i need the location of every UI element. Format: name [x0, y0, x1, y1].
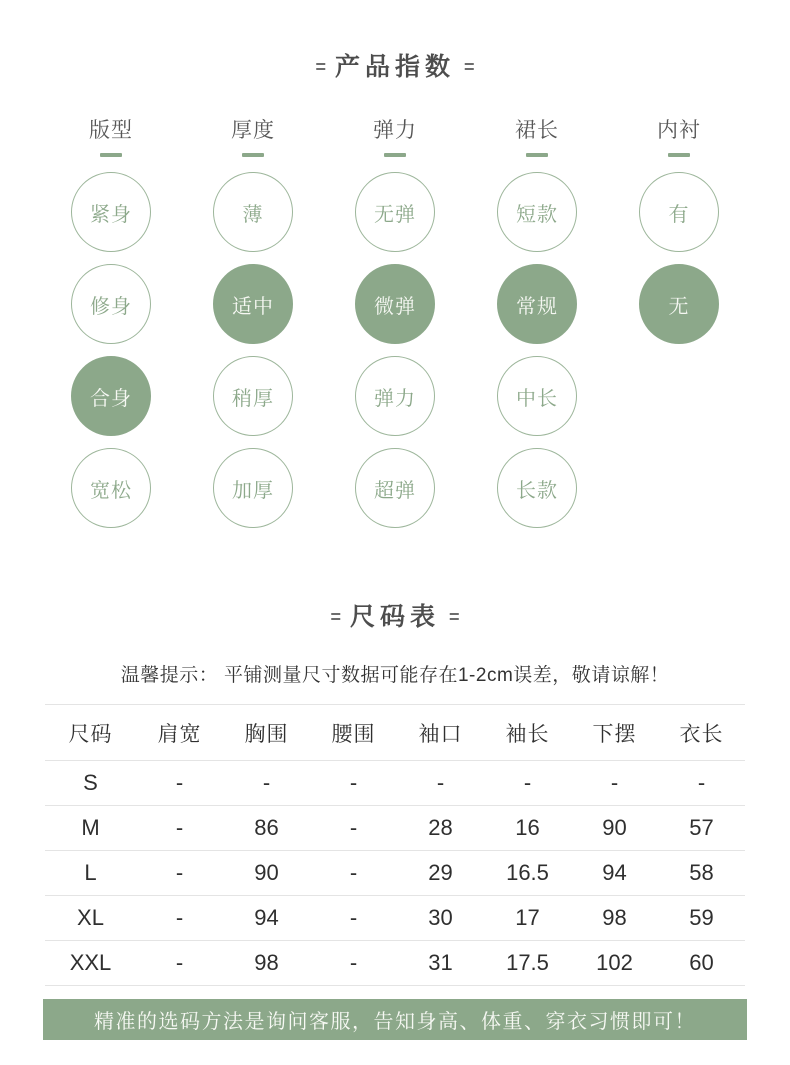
cell: 28 [397, 806, 484, 851]
cell: 29 [397, 851, 484, 896]
title-decor-left: = [315, 57, 326, 77]
index-column-lining [608, 118, 750, 540]
size-chart-title [0, 602, 790, 632]
title-decor-left: = [330, 607, 341, 628]
column-label: 厚度 [231, 119, 275, 142]
option-circle: 弹力 [355, 356, 435, 436]
option-circle: 薄 [213, 172, 293, 252]
title-decor-right: = [449, 607, 460, 628]
size-table [45, 704, 745, 986]
table-row-xxl [45, 941, 745, 986]
option-circle: 无 [639, 264, 719, 344]
cell: - [136, 761, 223, 806]
cell: - [136, 896, 223, 941]
cell: 31 [397, 941, 484, 986]
cell: 86 [223, 806, 310, 851]
label-underline [100, 153, 122, 157]
cell: 98 [223, 941, 310, 986]
index-column-skirt-length [466, 118, 608, 540]
product-index-title [0, 0, 790, 82]
option-circle: 微弹 [355, 264, 435, 344]
title-decor-right: = [464, 57, 475, 77]
option-circle: 短款 [497, 172, 577, 252]
product-index-grid [0, 118, 790, 540]
cell: XL [45, 896, 136, 941]
cell: - [571, 761, 658, 806]
measurement-tip: 温馨提示： 平铺测量尺寸数据可能存在1-2cm误差，敬请谅解！ [120, 665, 670, 687]
col-header-length: 衣长 [658, 705, 745, 761]
option-circle: 常规 [497, 264, 577, 344]
option-circle: 长款 [497, 448, 577, 528]
cell: 59 [658, 896, 745, 941]
index-column-fit [40, 118, 182, 540]
label-underline [668, 153, 690, 157]
col-header-waist: 腰围 [310, 705, 397, 761]
cell: - [658, 761, 745, 806]
cell: XXL [45, 941, 136, 986]
column-label: 内衬 [657, 119, 701, 142]
label-underline [384, 153, 406, 157]
cell: - [310, 851, 397, 896]
sizing-advice-banner: 精准的选码方法是询问客服，告知身高、体重、穿衣习惯即可！ [43, 999, 747, 1040]
cell: 60 [658, 941, 745, 986]
column-label: 裙长 [515, 119, 559, 142]
table-row-xl [45, 896, 745, 941]
cell: L [45, 851, 136, 896]
option-circle: 合身 [71, 356, 151, 436]
cell: 98 [571, 896, 658, 941]
cell: M [45, 806, 136, 851]
cell: 94 [223, 896, 310, 941]
cell: 16 [484, 806, 571, 851]
cell: 94 [571, 851, 658, 896]
cell: 16.5 [484, 851, 571, 896]
option-circle: 加厚 [213, 448, 293, 528]
option-circle: 紧身 [71, 172, 151, 252]
size-chart-title-text: 尺码表 [349, 603, 440, 632]
col-header-size: 尺码 [45, 705, 136, 761]
cell: - [136, 851, 223, 896]
column-label: 弹力 [373, 119, 417, 142]
cell: 90 [571, 806, 658, 851]
index-column-elasticity [324, 118, 466, 540]
col-header-shoulder: 肩宽 [136, 705, 223, 761]
cell: - [136, 806, 223, 851]
table-row-l [45, 851, 745, 896]
cell: 17 [484, 896, 571, 941]
cell: S [45, 761, 136, 806]
cell: - [136, 941, 223, 986]
cell: - [310, 941, 397, 986]
option-circle: 稍厚 [213, 356, 293, 436]
table-row-s [45, 761, 745, 806]
cell: - [397, 761, 484, 806]
cell: 90 [223, 851, 310, 896]
cell: - [223, 761, 310, 806]
label-underline [242, 153, 264, 157]
col-header-bust: 胸围 [223, 705, 310, 761]
cell: - [484, 761, 571, 806]
cell: 102 [571, 941, 658, 986]
option-circle: 宽松 [71, 448, 151, 528]
option-circle: 无弹 [355, 172, 435, 252]
cell: 58 [658, 851, 745, 896]
col-header-sleeve: 袖长 [484, 705, 571, 761]
cell: - [310, 806, 397, 851]
cell: 17.5 [484, 941, 571, 986]
option-circle: 适中 [213, 264, 293, 344]
table-row-m [45, 806, 745, 851]
product-index-title-text: 产品指数 [334, 53, 455, 81]
cell: 57 [658, 806, 745, 851]
size-table-header-row [45, 705, 745, 761]
option-circle: 修身 [71, 264, 151, 344]
option-circle: 有 [639, 172, 719, 252]
cell: - [310, 761, 397, 806]
column-label: 版型 [89, 119, 133, 142]
col-header-cuff: 袖口 [397, 705, 484, 761]
col-header-hem: 下摆 [571, 705, 658, 761]
option-circle: 超弹 [355, 448, 435, 528]
option-circle: 中长 [497, 356, 577, 436]
cell: - [310, 896, 397, 941]
label-underline [526, 153, 548, 157]
index-column-thickness [182, 118, 324, 540]
cell: 30 [397, 896, 484, 941]
